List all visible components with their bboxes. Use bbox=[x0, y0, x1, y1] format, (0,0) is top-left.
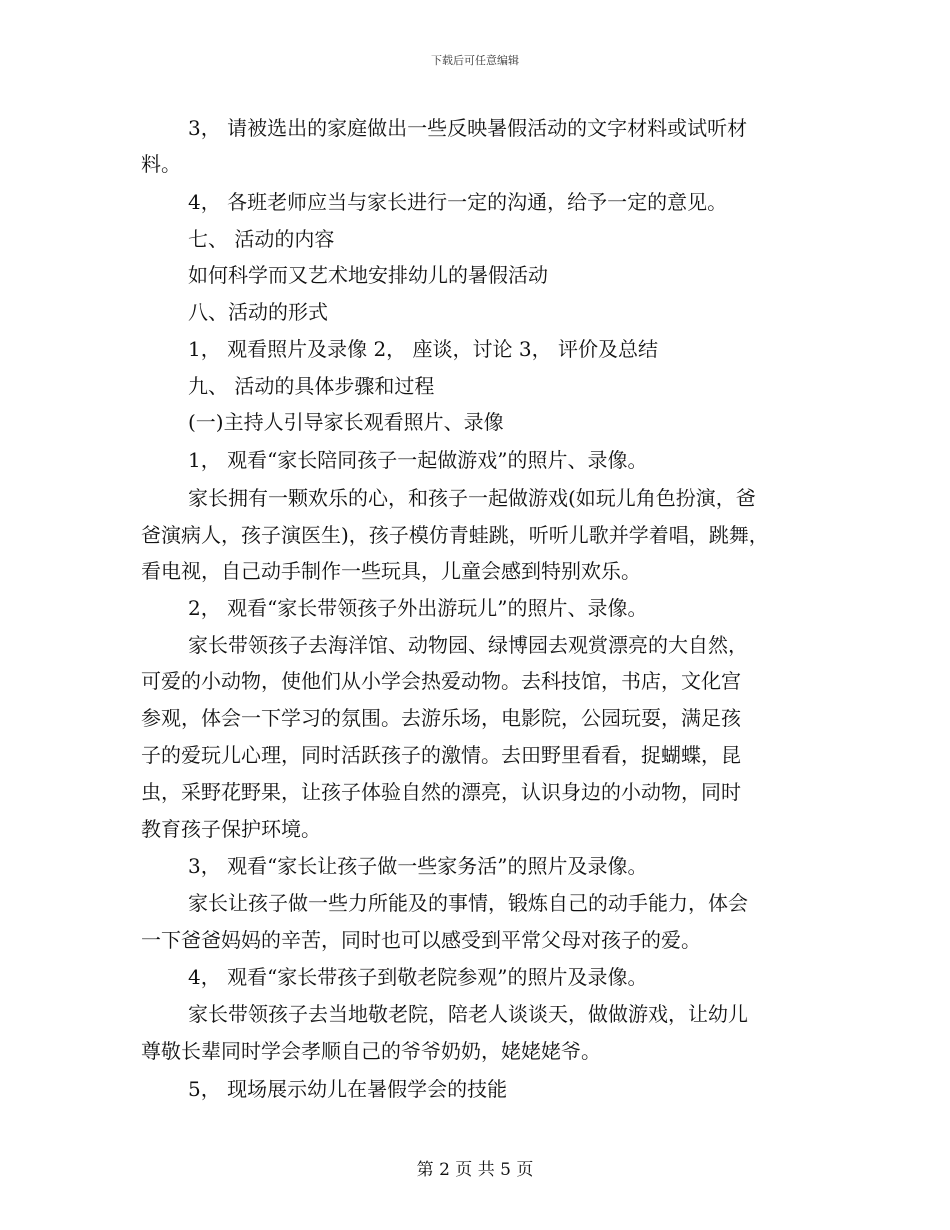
page-header: 下载后可任意编辑 bbox=[431, 54, 519, 67]
text-line: 可爱的小动物，使他们从小学会热爱动物。去科技馆，书店，文化宫 bbox=[141, 669, 741, 693]
text-line: 爸演病人，孩子演医生)，孩子模仿青蛙跳，听听儿歌并学着唱，跳舞， bbox=[141, 523, 769, 547]
section-heading: 八、活动的形式 bbox=[188, 300, 328, 324]
page-footer: 第 2 页 共 5 页 bbox=[416, 1160, 534, 1180]
text-line: 家长带领孩子去海洋馆、动物园、绿博园去观赏漂亮的大自然， bbox=[188, 633, 748, 657]
text-line: 料。 bbox=[141, 152, 181, 176]
text-line: 一下爸爸妈妈的辛苦，同时也可以感受到平常父母对孩子的爱。 bbox=[141, 928, 701, 952]
text-line: 子的爱玩儿心理，同时活跃孩子的激情。去田野里看看，捉蝴蝶，昆 bbox=[141, 743, 741, 767]
text-line: 4， 观看“家长带孩子到敬老院参观”的照片及录像。 bbox=[188, 965, 648, 989]
text-line: 看电视，自己动手制作一些玩具，儿童会感到特别欢乐。 bbox=[141, 559, 641, 583]
text-line: (一)主持人引导家长观看照片、录像 bbox=[188, 410, 504, 434]
section-heading: 七、 活动的内容 bbox=[188, 227, 335, 251]
text-line: 尊敬长辈同时学会孝顺自己的爷爷奶奶，姥姥姥爷。 bbox=[141, 1039, 601, 1063]
text-line: 如何科学而又艺术地安排幼儿的暑假活动 bbox=[188, 263, 548, 287]
text-line: 3， 请被选出的家庭做出一些反映暑假活动的文字材料或试听材 bbox=[188, 116, 748, 140]
text-line: 虫，采野花野果，让孩子体验自然的漂亮，认识身边的小动物，同时 bbox=[141, 780, 741, 804]
text-line: 1， 观看照片及录像 2， 座谈，讨论 3， 评价及总结 bbox=[188, 337, 658, 361]
text-line: 3， 观看“家长让孩子做一些家务活”的照片及录像。 bbox=[188, 854, 648, 878]
text-line: 1， 观看“家长陪同孩子一起做游戏”的照片、录像。 bbox=[188, 448, 648, 472]
section-heading: 九、 活动的具体步骤和过程 bbox=[188, 374, 435, 398]
text-line: 4， 各班老师应当与家长进行一定的沟通，给予一定的意见。 bbox=[188, 190, 728, 214]
text-line: 2， 观看“家长带领孩子外出游玩儿”的照片、录像。 bbox=[188, 596, 648, 620]
text-line: 参观，体会一下学习的氛围。去游乐场，电影院，公园玩耍，满足孩 bbox=[141, 706, 741, 730]
text-line: 家长让孩子做一些力所能及的事情，锻炼自己的动手能力，体会 bbox=[188, 891, 748, 915]
text-line: 家长拥有一颗欢乐的心，和孩子一起做游戏(如玩儿角色扮演，爸 bbox=[188, 486, 756, 510]
text-line: 5， 现场展示幼儿在暑假学会的技能 bbox=[188, 1077, 508, 1101]
text-line: 家长带领孩子去当地敬老院，陪老人谈谈天，做做游戏，让幼儿 bbox=[188, 1002, 748, 1026]
text-line: 教育孩子保护环境。 bbox=[141, 817, 321, 841]
